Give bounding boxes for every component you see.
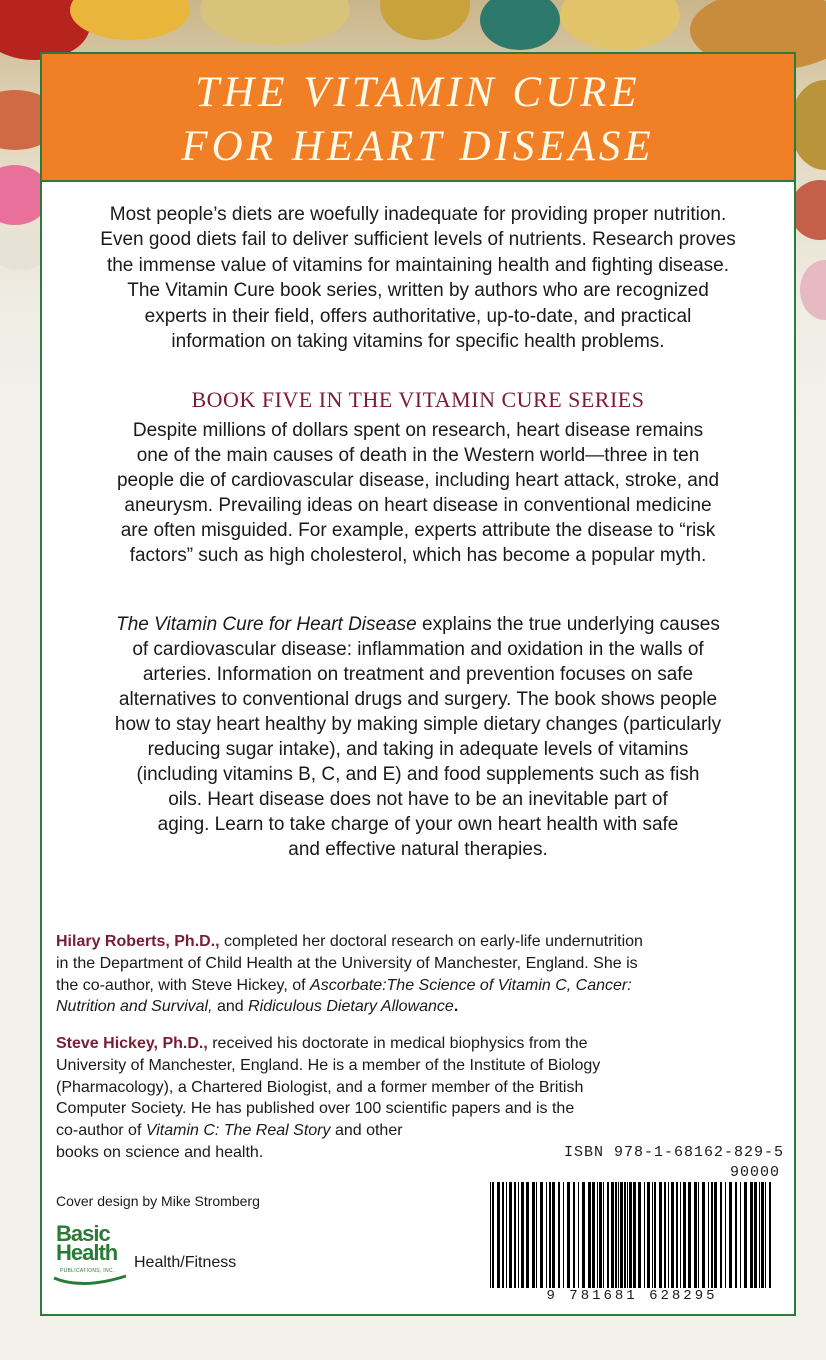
- paragraph-line: of cardiovascular disease: inflammation and oxidation in the walls of: [132, 639, 704, 660]
- barcode-bar: [607, 1182, 609, 1288]
- barcode-bar: [578, 1182, 579, 1288]
- bio-line: [56, 975, 786, 997]
- paragraph-line: and effective natural therapies.: [288, 839, 548, 860]
- paragraph-line: how to stay heart healthy by making simple dietary changes (particularly: [114, 714, 722, 735]
- barcode-bar: [509, 1182, 512, 1288]
- series-heading: BOOK FIVE IN THE VITAMIN CURE SERIES: [191, 387, 645, 412]
- bio-line: [56, 996, 786, 1018]
- barcode-bar: [671, 1182, 674, 1288]
- barcode-bar: [664, 1182, 666, 1288]
- book-title-italic: Nutrition and Survival,: [56, 998, 213, 1016]
- paragraph-line: people die of cardiovascular disease, including heart attack, stroke, and: [116, 470, 720, 491]
- bio-line: Computer Society. He has published over 100 scientific papers and is the: [56, 1100, 575, 1118]
- intro-line: Most people’s diets are woefully inadequate for providing proper nutrition.: [109, 204, 727, 225]
- barcode-bar: [624, 1182, 626, 1288]
- publisher-logo-subtext: PUBLICATIONS, INC.: [60, 1268, 115, 1274]
- barcode-bar: [688, 1182, 691, 1288]
- barcode-bar: [694, 1182, 697, 1288]
- barcode-bar: [633, 1182, 636, 1288]
- barcode-bar: [740, 1182, 741, 1288]
- barcode-bar: [582, 1182, 585, 1288]
- paragraph-line: aging. Learn to take charge of your own heart health with safe: [157, 814, 679, 835]
- bio-text: completed her doctoral research on early-life undernutrition: [219, 933, 643, 950]
- title-band: [42, 54, 794, 182]
- book-title-line-1: THE VITAMIN CURE: [195, 69, 641, 116]
- bio-line: books on science and health.: [56, 1143, 264, 1161]
- paragraph-line: factors” such as high cholesterol, which has become a popular myth.: [129, 545, 707, 566]
- intro-line: The Vitamin Cure book series, written by authors who are recognized: [127, 280, 709, 302]
- barcode-bar: [611, 1182, 614, 1288]
- barcode-bar: [592, 1182, 595, 1288]
- barcode-bar: [659, 1182, 662, 1288]
- barcode-bar: [750, 1182, 753, 1288]
- publisher-logo: [52, 1220, 128, 1292]
- paragraph-line: [48, 612, 788, 637]
- paragraph-line: alternatives to conventional drugs and surgery. The book shows people: [118, 689, 718, 710]
- bio-line: [56, 1033, 786, 1055]
- pill-decoration: [380, 0, 470, 40]
- bio-text: and: [212, 998, 249, 1016]
- pill-decoration: [560, 0, 680, 50]
- bio-text: and other: [330, 1122, 403, 1140]
- barcode-bar: [567, 1182, 570, 1288]
- book-title-italic: The Vitamin Cure for Heart Disease: [116, 614, 417, 635]
- barcode-bar: [597, 1182, 598, 1288]
- bio-text: co-author of: [56, 1122, 146, 1140]
- barcode-bar: [514, 1182, 516, 1288]
- barcode-bar: [540, 1182, 543, 1288]
- barcode-bar: [720, 1182, 722, 1288]
- bio-line: (Pharmacology), a Chartered Biologist, and a former member of the British: [56, 1078, 584, 1096]
- barcode-bar: [683, 1182, 686, 1288]
- barcode-bar: [765, 1182, 766, 1288]
- paragraph-line: aneurysm. Prevailing ideas on heart disease in conventional medicine: [124, 495, 712, 516]
- paragraph-line: arteries. Information on treatment and prevention focuses on safe: [142, 664, 694, 685]
- intro-line: information on taking vitamins for specific health problems.: [171, 331, 665, 353]
- book-category: Health/Fitness: [134, 1254, 237, 1271]
- bio-line: [56, 1120, 786, 1142]
- barcode-bar: [552, 1182, 555, 1288]
- barcode-bar: [536, 1182, 537, 1288]
- barcode-bar: [714, 1182, 717, 1288]
- barcode-bar: [638, 1182, 641, 1288]
- book-title-italic: Vitamin C: The Real Story: [145, 1122, 331, 1140]
- barcode-bar: [599, 1182, 602, 1288]
- barcode-bar: [711, 1182, 713, 1288]
- author-name: Hilary Roberts, Ph.D.,: [56, 933, 220, 950]
- paragraph-line: are often misguided. For example, experts attribute the disease to “risk: [120, 520, 716, 541]
- paragraph-line: (including vitamins B, C, and E) and food supplements such as fish: [136, 764, 700, 785]
- paragraph-line: one of the main causes of death in the Western world—three in ten: [136, 445, 700, 466]
- paragraph-line: reducing sugar intake), and taking in adequate levels of vitamins: [147, 739, 689, 760]
- barcode-bar: [518, 1182, 519, 1288]
- barcode-bar: [506, 1182, 507, 1288]
- barcode-bar: [702, 1182, 705, 1288]
- barcode-bar: [521, 1182, 524, 1288]
- barcode-bar: [558, 1182, 560, 1288]
- paragraph-line: Despite millions of dollars spent on research, heart disease remains: [132, 420, 704, 441]
- isbn-text: ISBN 978-1-68162-829-5: [563, 1144, 784, 1161]
- barcode-bar: [526, 1182, 529, 1288]
- isbn-barcode: [480, 1144, 784, 1306]
- publisher-logo-word: Basic: [56, 1221, 110, 1246]
- book-title-line-2: FOR HEART DISEASE: [181, 123, 655, 170]
- barcode-bar: [698, 1182, 699, 1288]
- description-paragraph-1: [48, 418, 788, 568]
- barcode-bar: [769, 1182, 771, 1288]
- barcode-bar: [680, 1182, 681, 1288]
- barcode-bar: [708, 1182, 709, 1288]
- author-bio-roberts: [56, 931, 786, 1018]
- barcode-bar: [744, 1182, 747, 1288]
- barcode-bar: [563, 1182, 564, 1288]
- series-intro: [52, 202, 784, 354]
- barcode-bar: [549, 1182, 551, 1288]
- barcode-bar: [647, 1182, 650, 1288]
- paragraph-text: explains the true underlying causes: [416, 614, 720, 635]
- bio-text: the co-author, with Steve Hickey, of: [56, 976, 311, 994]
- bio-line: [56, 931, 786, 953]
- barcode-bar: [754, 1182, 757, 1288]
- barcode-bar: [502, 1182, 504, 1288]
- barcode-bar: [629, 1182, 632, 1288]
- barcode-bar: [735, 1182, 737, 1288]
- bio-line: in the Department of Child Health at the University of Manchester, England. She is: [56, 954, 638, 972]
- price-code: 90000: [729, 1164, 780, 1181]
- barcode-bar: [759, 1182, 760, 1288]
- barcode-bar: [729, 1182, 732, 1288]
- barcode-bar: [761, 1182, 764, 1288]
- barcode-bar: [676, 1182, 678, 1288]
- barcode-bar: [654, 1182, 656, 1288]
- paragraph-line: oils. Heart disease does not have to be an inevitable part of: [168, 789, 668, 810]
- barcode-bar: [618, 1182, 619, 1288]
- author-name: Steve Hickey, Ph.D.,: [56, 1035, 208, 1052]
- barcode-bar: [532, 1182, 535, 1288]
- pill-decoration: [800, 260, 826, 320]
- barcode-bar: [573, 1182, 575, 1288]
- barcode-bar: [615, 1182, 617, 1288]
- intro-line: experts in their field, offers authoritative, up-to-date, and practical: [144, 305, 692, 327]
- barcode-bar: [668, 1182, 669, 1288]
- barcode-bar: [725, 1182, 726, 1288]
- intro-line: Even good diets fail to deliver sufficient levels of nutrients. Research proves: [100, 229, 736, 251]
- barcode-bar: [652, 1182, 653, 1288]
- barcode-digits: 9 781681 628295: [546, 1288, 718, 1304]
- bio-line: University of Manchester, England. He is a member of the Institute of Biology: [56, 1056, 601, 1074]
- barcode-icon: [486, 1182, 778, 1288]
- barcode-bar: [490, 1182, 491, 1288]
- publisher-logo-text: [56, 1221, 126, 1265]
- barcode-bar: [644, 1182, 645, 1288]
- pill-decoration: [480, 0, 560, 50]
- pill-decoration: [200, 0, 350, 45]
- barcode-bar: [627, 1182, 628, 1288]
- barcode-bar: [546, 1182, 547, 1288]
- back-cover-panel: [40, 52, 796, 1316]
- bio-text: .: [453, 998, 459, 1016]
- barcode-bar: [492, 1182, 494, 1288]
- barcode-bar: [497, 1182, 500, 1288]
- intro-line: the immense value of vitamins for maintaining health and fighting disease.: [106, 254, 730, 276]
- cover-design-credit: Cover design by Mike Stromberg: [56, 1193, 260, 1209]
- bio-text: received his doctorate in medical biophysics from the: [207, 1035, 588, 1052]
- barcode-bar: [588, 1182, 591, 1288]
- book-title-italic: Ascorbate:The Science of Vitamin C, Cancer:: [310, 976, 632, 994]
- book-title-italic: Ridiculous Dietary Allowance: [248, 998, 454, 1016]
- description-paragraph-2: [48, 612, 788, 862]
- barcode-bar: [620, 1182, 623, 1288]
- publisher-logo-word: Health: [56, 1240, 118, 1265]
- barcode-bar: [603, 1182, 604, 1288]
